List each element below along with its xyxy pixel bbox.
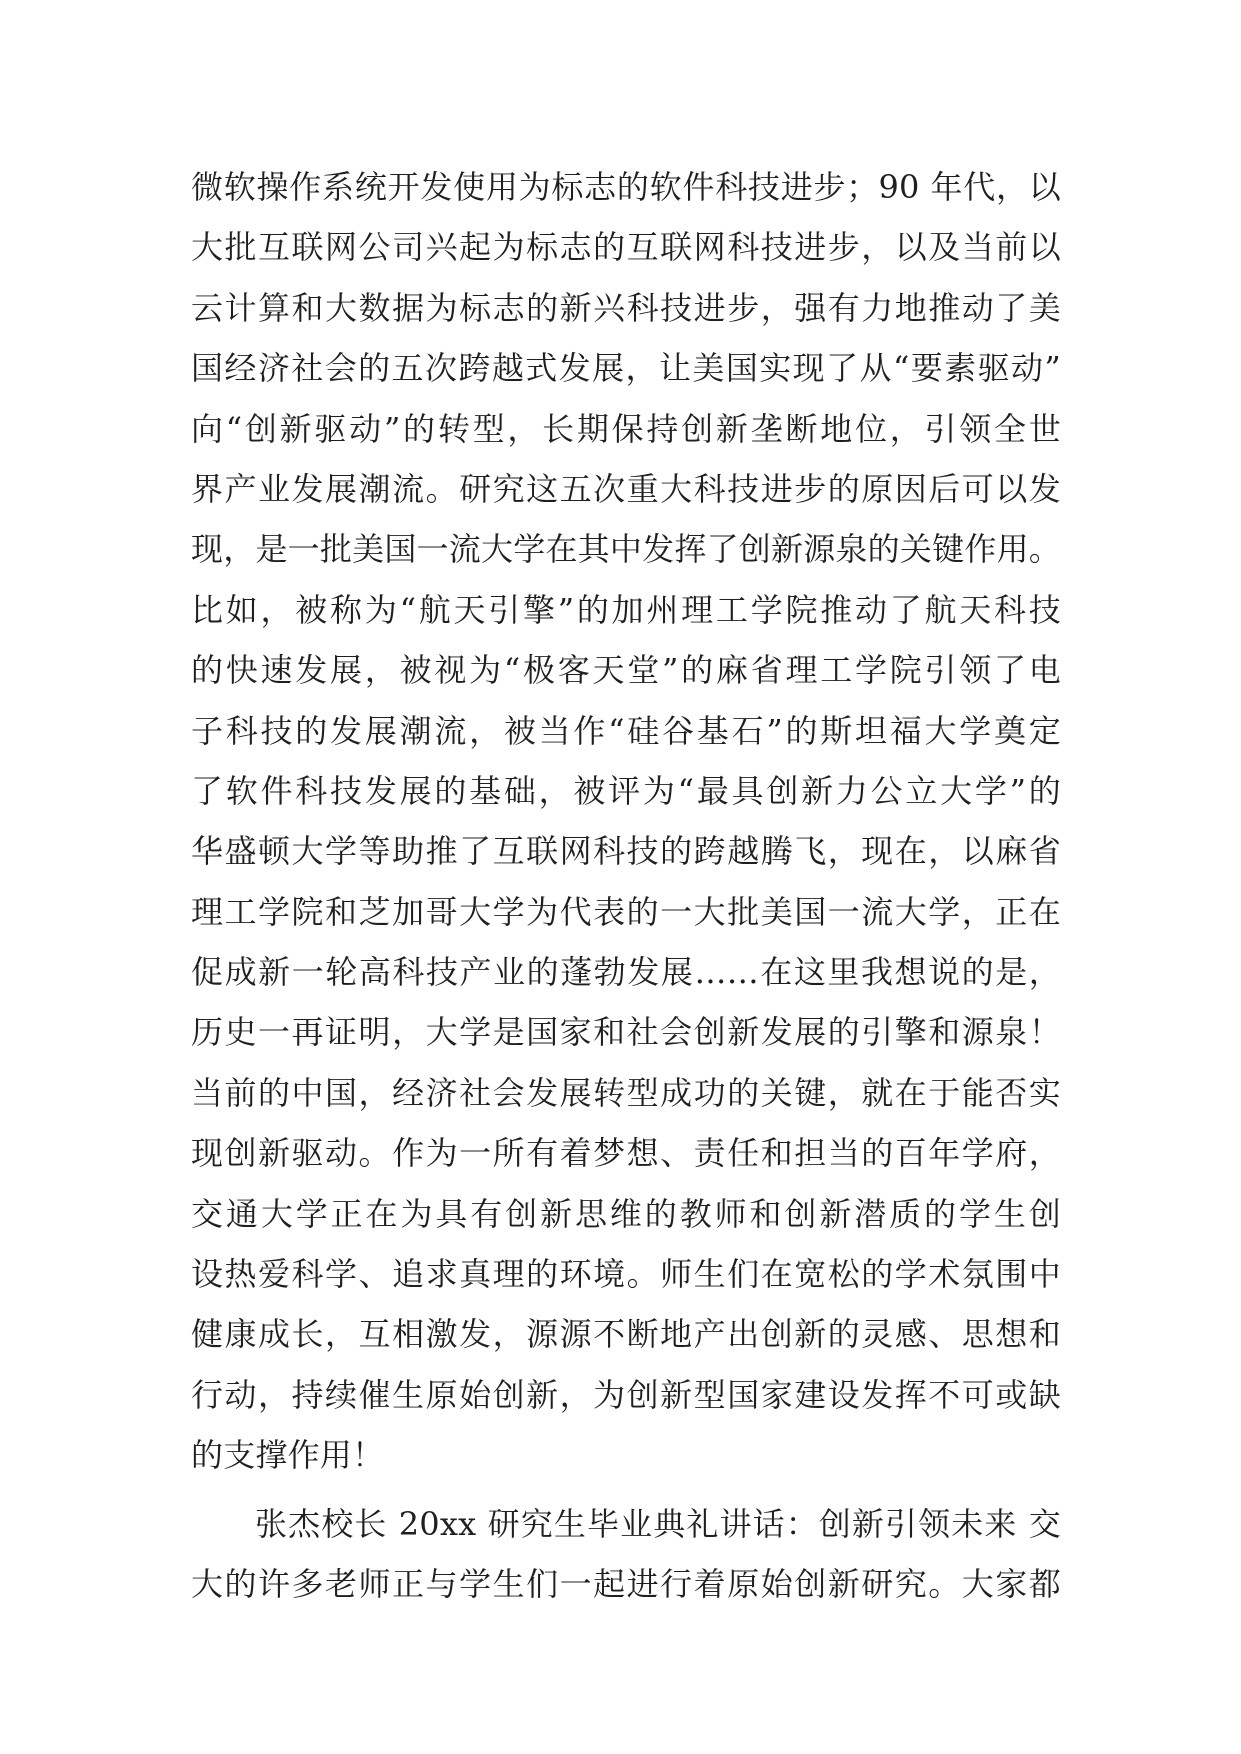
text-line: 张杰校长 20xx 研究生毕业典礼讲话：创新引领未来 交 [255,1504,1061,1543]
text-line: 促成新一轮高科技产业的蓬勃发展……在这里我想说的是， [191,953,1061,992]
text-line: 设热爱科学、追求真理的环境。师生们在宽松的学术氛围中 [191,1255,1061,1294]
text-line: 的快速发展，被视为“极客天堂”的麻省理工学院引领了电 [191,651,1061,690]
text-line: 微软操作系统开发使用为标志的软件科技进步；90 年代，以 [191,168,1061,206]
text-line: 行动，持续催生原始创新，为创新型国家建设发挥不可或缺 [191,1375,1061,1414]
text-line: 华盛顿大学等助推了互联网科技的跨越腾飞，现在，以麻省 [191,832,1061,871]
text-line: 子科技的发展潮流，被当作“硅谷基石”的斯坦福大学奠定 [191,711,1061,750]
text-line: 云计算和大数据为标志的新兴科技进步，强有力地推动了美 [191,288,1061,327]
text-line: 向“创新驱动”的转型，长期保持创新垄断地位，引领全世 [191,409,1061,448]
text-line: 现创新驱动。作为一所有着梦想、责任和担当的百年学府， [191,1134,1061,1173]
text-line: 界产业发展潮流。研究这五次重大科技进步的原因后可以发 [191,469,1061,508]
paragraph-gap [191,1486,1061,1494]
text-line: 历史一再证明，大学是国家和社会创新发展的引擎和源泉！ [191,1013,1061,1052]
paragraph-2 [191,1494,1061,1615]
text-line: 理工学院和芝加哥大学为代表的一大批美国一流大学，正在 [191,892,1061,931]
paragraph-1 [191,157,1061,1486]
text-line: 健康成长，互相激发，源源不断地产出创新的灵感、思想和 [191,1315,1061,1354]
text-line: 大批互联网公司兴起为标志的互联网科技进步，以及当前以 [191,228,1061,267]
text-line: 交通大学正在为具有创新思维的教师和创新潜质的学生创 [191,1194,1061,1233]
text-line: 当前的中国，经济社会发展转型成功的关键，就在于能否实 [191,1073,1061,1112]
text-line: 大的许多老师正与学生们一起进行着原始创新研究。大家都 [191,1564,1061,1603]
text-line: 了软件科技发展的基础，被评为“最具创新力公立大学”的 [191,771,1061,810]
text-line: 的支撑作用！ [191,1436,385,1475]
text-line: 现，是一批美国一流大学在其中发挥了创新源泉的关键作用。 [191,530,1061,569]
text-line: 国经济社会的五次跨越式发展，让美国实现了从“要素驱动” [191,349,1061,388]
text-line: 比如，被称为“航天引擎”的加州理工学院推动了航天科技 [191,590,1061,629]
body-text [191,157,1061,1614]
